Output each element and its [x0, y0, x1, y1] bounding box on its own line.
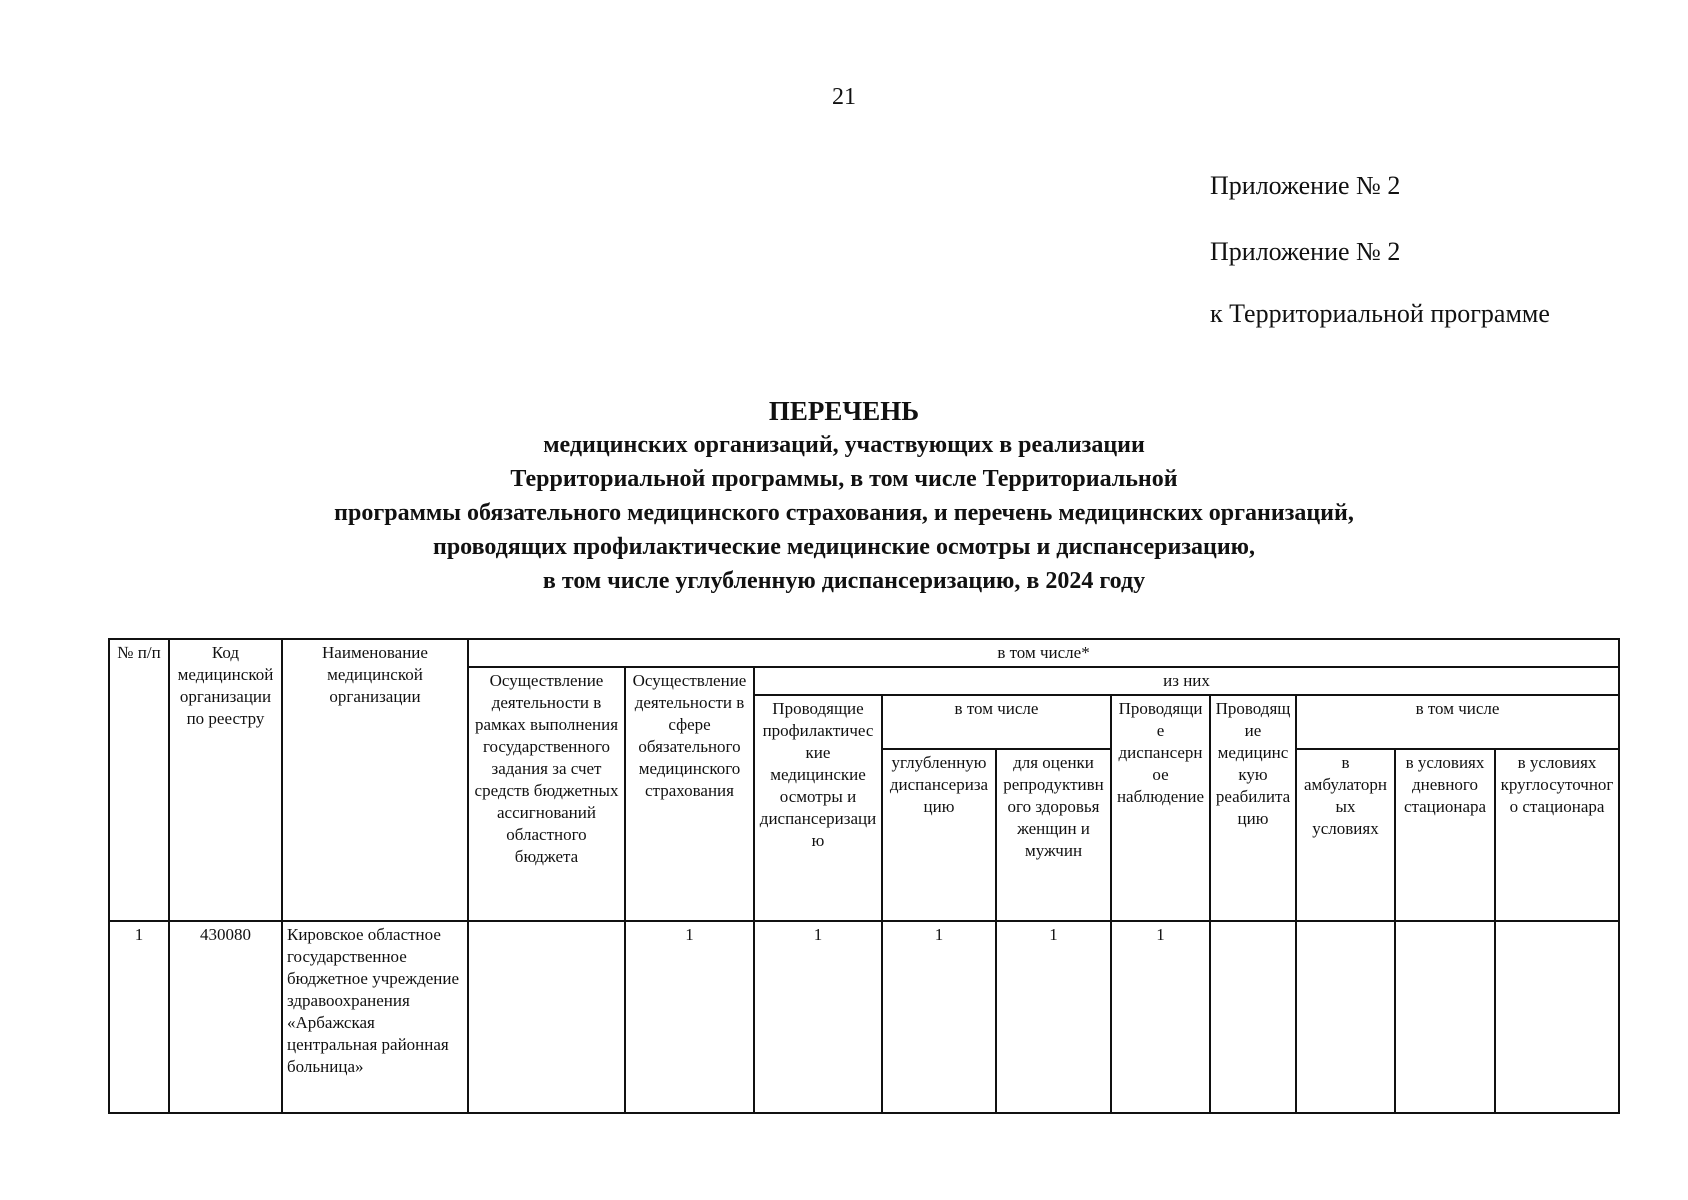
header-prof: Проводящие профилактические медицинские осмотры и диспансеризацию [754, 695, 882, 921]
cell-code: 430080 [169, 921, 282, 1113]
title-line-4: проводящих профилактические медицинские осмотры и диспансеризацию, [432, 534, 1255, 560]
cell-rehab [1210, 921, 1296, 1113]
cell-round-clock [1495, 921, 1619, 1113]
cell-ambulatory [1296, 921, 1395, 1113]
cell-dispensary: 1 [1111, 921, 1210, 1113]
header-rehab: Проводящие медицинскую реабилитацию [1210, 695, 1296, 921]
document-title [0, 394, 1688, 598]
cell-day-hospital [1395, 921, 1495, 1113]
organizations-table [108, 638, 1620, 1114]
annex-label: Приложение № 2 [1210, 171, 1401, 200]
header-including: в том числе* [468, 639, 1619, 667]
annex-reference: к Территориальной программе [1210, 299, 1550, 328]
cell-name: Кировское областное государственное бюджетное учреждение здравоохранения «Арбажская центральная районная больница» [282, 921, 468, 1113]
header-budget: Осуществление деятельности в рамках выполнения государственного задания за счет средств бюджетных ассигнований областного бюджета [468, 667, 625, 921]
header-day-hospital: в условиях дневного стационара [1395, 749, 1495, 921]
cell-num: 1 [109, 921, 169, 1113]
cell-deep: 1 [882, 921, 996, 1113]
header-including-sub-2: в том числе [1296, 695, 1619, 749]
header-name: Наименование медицинской организации [282, 639, 468, 921]
header-deep: углубленную диспансеризацию [882, 749, 996, 921]
header-dispensary: Проводящие диспансерное наблюдение [1111, 695, 1210, 921]
header-of-them: из них [754, 667, 1619, 695]
table-row [109, 921, 1619, 1113]
header-num: № п/п [109, 639, 169, 921]
title-line-2: Территориальной программы, в том числе Территориальной [510, 466, 1178, 492]
cell-prof: 1 [754, 921, 882, 1113]
header-repro: для оценки репродуктивного здоровья женщин и мужчин [996, 749, 1111, 921]
cell-budget [468, 921, 625, 1113]
title-line-5: в том числе углубленную диспансеризацию, в 2024 году [542, 568, 1146, 594]
title-main: ПЕРЕЧЕНЬ [768, 396, 920, 426]
cell-oms: 1 [625, 921, 754, 1113]
annex-label-repeat: Приложение № 2 [1210, 237, 1401, 266]
header-round-clock: в условиях круглосуточного стационара [1495, 749, 1619, 921]
header-including-sub-1: в том числе [882, 695, 1111, 749]
header-ambulatory: в амбулаторных условиях [1296, 749, 1395, 921]
title-line-1: медицинских организаций, участвующих в реализации [543, 432, 1145, 458]
header-oms: Осуществление деятельности в сфере обязательного медицинского страхования [625, 667, 754, 921]
header-code: Код медицинской организации по реестру [169, 639, 282, 921]
page-number: 21 [832, 84, 856, 110]
title-line-3: программы обязательного медицинского страхования, и перечень медицинских организаций, [334, 500, 1354, 526]
cell-repro: 1 [996, 921, 1111, 1113]
